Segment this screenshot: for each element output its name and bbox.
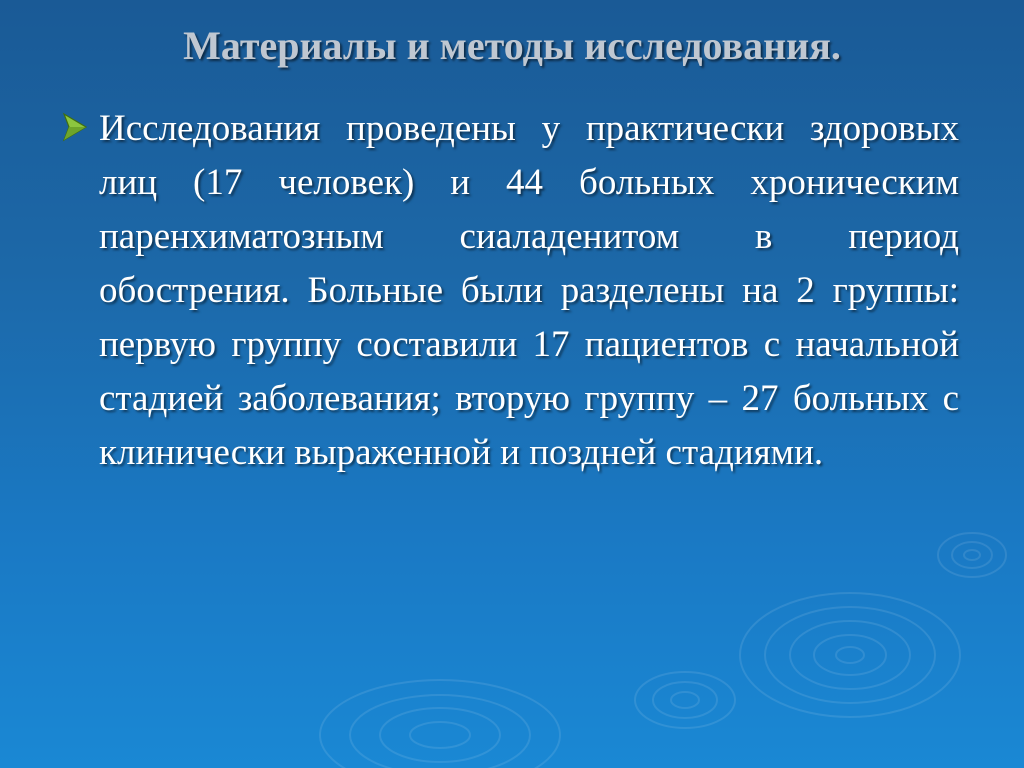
slide-title: Материалы и методы исследования. (183, 23, 841, 68)
chevron-right-icon (60, 112, 92, 142)
bullet-text: Исследования проведены у практически здоровых лиц (17 человек) и 44 больных хроническим паренхиматозным сиаладенитом в период обострения. Больные были разделены на 2 группы: первую группу составили 17 пациентов с начальной стадией заболевания; вторую группу – 27 больных с клинически выраженной и поздней стадиями. (99, 108, 959, 473)
